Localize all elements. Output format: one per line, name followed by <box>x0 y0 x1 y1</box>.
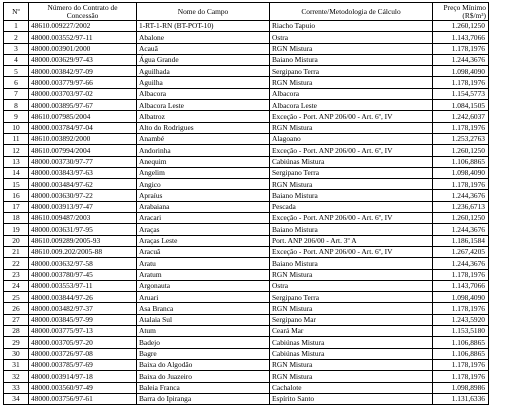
min-price: 1.267,4205 <box>433 246 489 257</box>
field-name: Andorinha <box>137 145 270 156</box>
field-name: Baixa do Juazeiro <box>137 371 270 382</box>
min-price: 1.178,1976 <box>433 43 489 54</box>
min-price: 1.236,6713 <box>433 201 489 212</box>
row-number: 8 <box>4 100 29 111</box>
contract-number: 48000.003775/97-13 <box>29 326 137 337</box>
table-row <box>4 77 489 88</box>
row-number: 27 <box>4 314 29 325</box>
min-price: 1.178,1976 <box>433 179 489 190</box>
methodology: RGN Mistura <box>270 77 433 88</box>
contract-number: 48000.003785/97-69 <box>29 359 137 370</box>
table-row <box>4 303 489 314</box>
row-number: 21 <box>4 246 29 257</box>
table-row <box>4 88 489 99</box>
field-name: Aratum <box>137 269 270 280</box>
methodology: RGN Mistura <box>270 122 433 133</box>
field-name: Aruari <box>137 292 270 303</box>
row-number: 6 <box>4 77 29 88</box>
contract-number: 48000.003901/2000 <box>29 43 137 54</box>
contract-number: 48000.003914/97-18 <box>29 371 137 382</box>
min-price: 1.106,8865 <box>433 337 489 348</box>
methodology: Sergipano Mar <box>270 314 433 325</box>
row-number: 14 <box>4 167 29 178</box>
min-price: 1.244,3676 <box>433 224 489 235</box>
field-name: Badejo <box>137 337 270 348</box>
row-number: 23 <box>4 269 29 280</box>
row-number: 18 <box>4 213 29 224</box>
methodology: Exceção - Port. ANP 206/00 - Art. 6º, IV <box>270 246 433 257</box>
table-row <box>4 111 489 122</box>
methodology: Albacora Leste <box>270 100 433 111</box>
field-name: Aracari <box>137 213 270 224</box>
min-price: 1.244,3676 <box>433 190 489 201</box>
row-number: 30 <box>4 348 29 359</box>
min-price: 1.178,1976 <box>433 303 489 314</box>
field-name: 1-RT-1-RN (BT-POT-10) <box>137 21 270 32</box>
table-row <box>4 359 489 370</box>
table-row <box>4 269 489 280</box>
methodology: Cabiúnas Mistura <box>270 348 433 359</box>
table-row <box>4 100 489 111</box>
methodology: Exceção - Port. ANP 206/00 - Art. 6º, IV <box>270 111 433 122</box>
methodology: Baiano Mistura <box>270 258 433 269</box>
row-number: 25 <box>4 292 29 303</box>
table-row <box>4 43 489 54</box>
contract-number: 48000.003844/97-26 <box>29 292 137 303</box>
methodology: Sergipano Terra <box>270 66 433 77</box>
row-number: 16 <box>4 190 29 201</box>
methodology: RGN Mistura <box>270 371 433 382</box>
methodology: Exceção - Port. ANP 206/00 - Art. 6º, IV <box>270 145 433 156</box>
row-number: 24 <box>4 280 29 291</box>
field-name: Barra do Ipiranga <box>137 393 270 404</box>
table-row <box>4 371 489 382</box>
minimum-price-table <box>3 2 489 405</box>
field-name: Arabaiana <box>137 201 270 212</box>
contract-number: 48000.003705/97-20 <box>29 337 137 348</box>
table-row <box>4 21 489 32</box>
field-name: Albacora Leste <box>137 100 270 111</box>
methodology: Ostra <box>270 32 433 43</box>
table-row <box>4 179 489 190</box>
methodology: Baiano Mistura <box>270 190 433 201</box>
row-number: 33 <box>4 382 29 393</box>
min-price: 1.098,8986 <box>433 382 489 393</box>
field-name: Araças <box>137 224 270 235</box>
row-number: 3 <box>4 43 29 54</box>
header-field-name: Nome do Campo <box>137 3 270 21</box>
field-name: Anequim <box>137 156 270 167</box>
table-row <box>4 156 489 167</box>
min-price: 1.260,1250 <box>433 213 489 224</box>
row-number: 28 <box>4 326 29 337</box>
document-page <box>3 2 489 405</box>
row-number: 19 <box>4 224 29 235</box>
table-row <box>4 292 489 303</box>
header-number: Nº <box>4 3 29 21</box>
row-number: 26 <box>4 303 29 314</box>
table-row <box>4 32 489 43</box>
min-price: 1.244,3676 <box>433 54 489 65</box>
row-number: 15 <box>4 179 29 190</box>
table-row <box>4 145 489 156</box>
contract-number: 48000.003630/97-22 <box>29 190 137 201</box>
min-price: 1.143,7066 <box>433 32 489 43</box>
table-row <box>4 348 489 359</box>
contract-number: 48000.003560/97-49 <box>29 382 137 393</box>
table-row <box>4 224 489 235</box>
table-header <box>4 3 489 21</box>
methodology: Ceará Mar <box>270 326 433 337</box>
row-number: 12 <box>4 145 29 156</box>
row-number: 1 <box>4 21 29 32</box>
contract-number: 48000.003845/97-99 <box>29 314 137 325</box>
field-name: Aguilha <box>137 77 270 88</box>
contract-number: 48610.009227/2002 <box>29 21 137 32</box>
methodology: Cachalote <box>270 382 433 393</box>
table-row <box>4 190 489 201</box>
field-name: Albacora <box>137 88 270 99</box>
header-methodology: Corrente/Metodologia de Cálculo <box>270 3 433 21</box>
min-price: 1.154,5773 <box>433 88 489 99</box>
field-name: Atum <box>137 326 270 337</box>
contract-number: 48610.009487/2003 <box>29 213 137 224</box>
methodology: Port. ANP 206/00 - Art. 3º A <box>270 235 433 246</box>
field-name: Apraíus <box>137 190 270 201</box>
row-number: 2 <box>4 32 29 43</box>
contract-number: 48000.003629/97-43 <box>29 54 137 65</box>
contract-number: 48610.003892/2000 <box>29 133 137 144</box>
min-price: 1.153,5180 <box>433 326 489 337</box>
contract-number: 48610.007994/2004 <box>29 145 137 156</box>
min-price: 1.244,3676 <box>433 258 489 269</box>
field-name: Água Grande <box>137 54 270 65</box>
table-body <box>4 21 489 405</box>
methodology: Riacho Tapuio <box>270 21 433 32</box>
field-name: Atalaia Sul <box>137 314 270 325</box>
methodology: Albacora <box>270 88 433 99</box>
row-number: 34 <box>4 393 29 404</box>
row-number: 20 <box>4 235 29 246</box>
field-name: Bagre <box>137 348 270 359</box>
row-number: 29 <box>4 337 29 348</box>
min-price: 1.098,4090 <box>433 66 489 77</box>
min-price: 1.178,1976 <box>433 122 489 133</box>
contract-number: 48000.003843/97-63 <box>29 167 137 178</box>
row-number: 17 <box>4 201 29 212</box>
table-row <box>4 122 489 133</box>
row-number: 32 <box>4 371 29 382</box>
row-number: 4 <box>4 54 29 65</box>
field-name: Alto do Rodrigues <box>137 122 270 133</box>
row-number: 31 <box>4 359 29 370</box>
table-row <box>4 337 489 348</box>
table-row <box>4 167 489 178</box>
methodology: RGN Mistura <box>270 269 433 280</box>
min-price: 1.098,4090 <box>433 167 489 178</box>
table-row <box>4 201 489 212</box>
contract-number: 48610.009.202/2005-88 <box>29 246 137 257</box>
methodology: Sergipano Terra <box>270 292 433 303</box>
table-row <box>4 235 489 246</box>
methodology: Ostra <box>270 280 433 291</box>
field-name: Baixa do Algodão <box>137 359 270 370</box>
table-row <box>4 314 489 325</box>
header-min-price: Preço Mínimo (R$/m³) <box>433 3 489 21</box>
table-row <box>4 246 489 257</box>
table-row <box>4 382 489 393</box>
contract-number: 48000.003842/97-09 <box>29 66 137 77</box>
table-row <box>4 280 489 291</box>
contract-number: 48000.003703/97-02 <box>29 88 137 99</box>
min-price: 1.098,4090 <box>433 292 489 303</box>
min-price: 1.178,1976 <box>433 359 489 370</box>
field-name: Aracuã <box>137 246 270 257</box>
min-price: 1.186,1584 <box>433 235 489 246</box>
row-number: 5 <box>4 66 29 77</box>
field-name: Araças Leste <box>137 235 270 246</box>
header-contract: Número do Contrato de Concessão <box>29 3 137 21</box>
contract-number: 48000.003779/97-66 <box>29 77 137 88</box>
row-number: 22 <box>4 258 29 269</box>
contract-number: 48000.003552/97-11 <box>29 32 137 43</box>
min-price: 1.178,1976 <box>433 77 489 88</box>
contract-number: 48000.003780/97-45 <box>29 269 137 280</box>
contract-number: 48610.007985/2004 <box>29 111 137 122</box>
contract-number: 48000.003726/97-08 <box>29 348 137 359</box>
methodology: Baiano Mistura <box>270 224 433 235</box>
row-number: 13 <box>4 156 29 167</box>
contract-number: 48000.003632/97-58 <box>29 258 137 269</box>
field-name: Argonauta <box>137 280 270 291</box>
min-price: 1.143,7066 <box>433 280 489 291</box>
field-name: Asa Branca <box>137 303 270 314</box>
table-row <box>4 393 489 404</box>
field-name: Aguilhada <box>137 66 270 77</box>
min-price: 1.253,2763 <box>433 133 489 144</box>
row-number: 11 <box>4 133 29 144</box>
min-price: 1.178,1976 <box>433 371 489 382</box>
contract-number: 48000.003895/97-67 <box>29 100 137 111</box>
field-name: Acauã <box>137 43 270 54</box>
table-row <box>4 213 489 224</box>
methodology: RGN Mistura <box>270 43 433 54</box>
methodology: RGN Mistura <box>270 359 433 370</box>
min-price: 1.106,8865 <box>433 348 489 359</box>
min-price: 1.084,1505 <box>433 100 489 111</box>
row-number: 9 <box>4 111 29 122</box>
methodology: RGN Mistura <box>270 179 433 190</box>
table-row <box>4 326 489 337</box>
methodology: Cabiúnas Mistura <box>270 337 433 348</box>
field-name: Angico <box>137 179 270 190</box>
min-price: 1.131,6336 <box>433 393 489 404</box>
contract-number: 48000.003913/97-47 <box>29 201 137 212</box>
table-row <box>4 54 489 65</box>
min-price: 1.260,1250 <box>433 145 489 156</box>
row-number: 10 <box>4 122 29 133</box>
contract-number: 48000.003484/97-62 <box>29 179 137 190</box>
table-row <box>4 258 489 269</box>
header-row <box>4 3 489 21</box>
field-name: Albatroz <box>137 111 270 122</box>
methodology: Cabiúnas Mistura <box>270 156 433 167</box>
field-name: Abalone <box>137 32 270 43</box>
methodology: Alagoano <box>270 133 433 144</box>
contract-number: 48000.003784/97-04 <box>29 122 137 133</box>
min-price: 1.243,5920 <box>433 314 489 325</box>
contract-number: 48000.003553/97-11 <box>29 280 137 291</box>
contract-number: 48000.003756/97-61 <box>29 393 137 404</box>
field-name: Anambé <box>137 133 270 144</box>
min-price: 1.178,1976 <box>433 269 489 280</box>
contract-number: 48000.003631/97-95 <box>29 224 137 235</box>
min-price: 1.242,6037 <box>433 111 489 122</box>
field-name: Angelim <box>137 167 270 178</box>
methodology: Baiano Mistura <box>270 54 433 65</box>
row-number: 7 <box>4 88 29 99</box>
methodology: Espírito Santo <box>270 393 433 404</box>
methodology: Exceção - Port. ANP 206/00 - Art. 6º, IV <box>270 213 433 224</box>
contract-number: 48610.009289/2005-93 <box>29 235 137 246</box>
field-name: Baleia Franca <box>137 382 270 393</box>
methodology: Sergipano Terra <box>270 167 433 178</box>
table-row <box>4 133 489 144</box>
field-name: Aratu <box>137 258 270 269</box>
min-price: 1.106,8865 <box>433 156 489 167</box>
min-price: 1.260,1250 <box>433 21 489 32</box>
methodology: Pescada <box>270 201 433 212</box>
contract-number: 48000.003730/97-77 <box>29 156 137 167</box>
contract-number: 48000.003482/97-37 <box>29 303 137 314</box>
methodology: RGN Mistura <box>270 303 433 314</box>
table-row <box>4 66 489 77</box>
